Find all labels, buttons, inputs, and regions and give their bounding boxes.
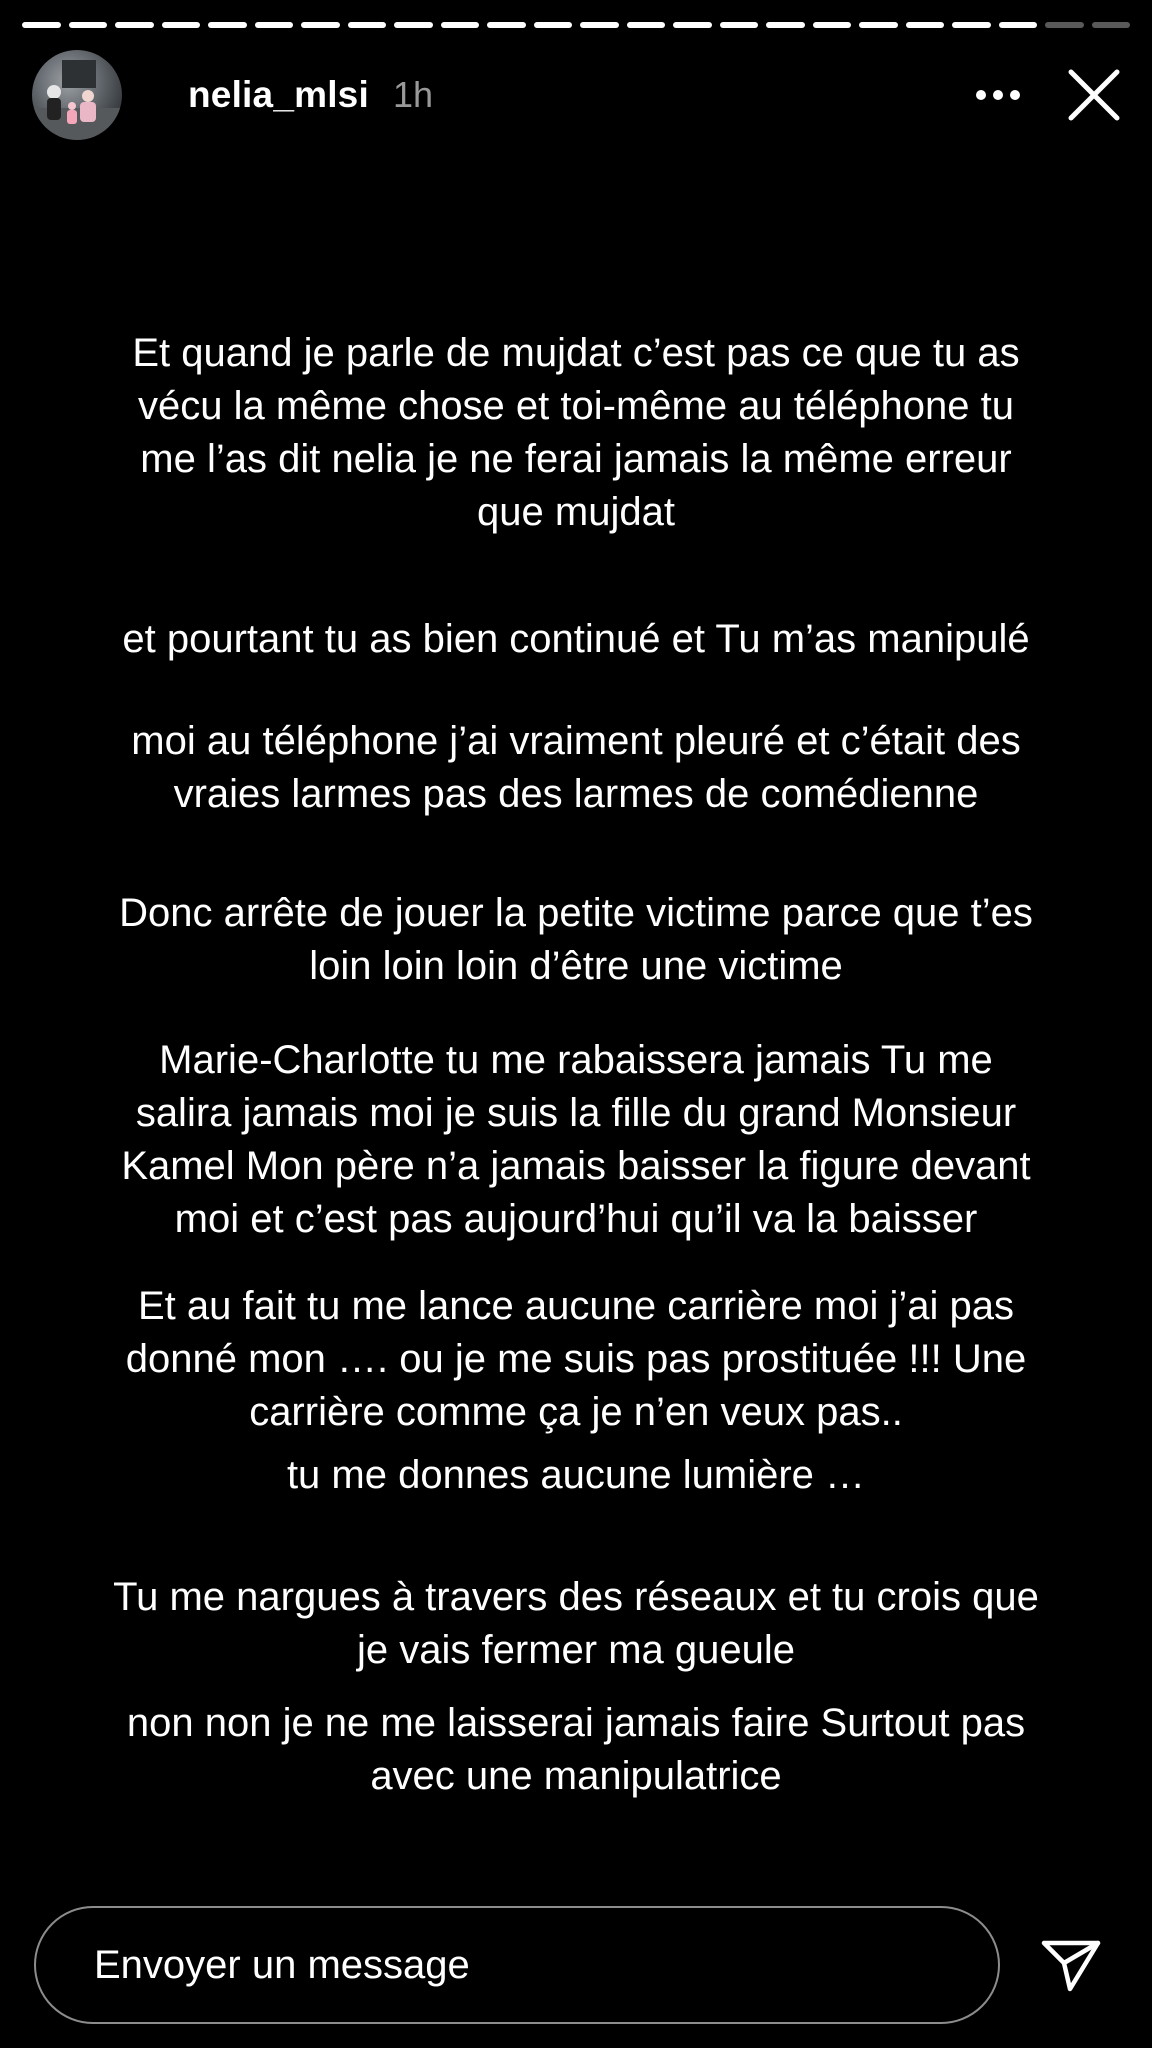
story-progress-segment bbox=[22, 22, 61, 28]
story-progress-segment bbox=[441, 22, 480, 28]
story-paragraph: Donc arrête de jouer la petite victime parce que t’es loin loin loin d’être une victime bbox=[119, 891, 1033, 988]
story-progress-segment bbox=[69, 22, 108, 28]
story-paragraph: tu me donnes aucune lumière … bbox=[286, 1453, 866, 1497]
story-progress-segment bbox=[534, 22, 573, 28]
ellipsis-icon bbox=[975, 89, 1021, 101]
story-progress-segment bbox=[487, 22, 526, 28]
story-paragraph: moi au téléphone j’ai vraiment pleuré et c’était des vraies larmes pas des larmes de comédienne bbox=[131, 719, 1021, 816]
story-progress-segment bbox=[720, 22, 759, 28]
story-progress-segment bbox=[813, 22, 852, 28]
story-progress-segment bbox=[952, 22, 991, 28]
username[interactable]: nelia_mlsi bbox=[188, 74, 369, 115]
story-paragraph: Et au fait tu me lance aucune carrière moi j’ai pas donné mon …. ou je me suis pas prostituée !!! Une carrière comme ça je n’en veux pas.. bbox=[125, 1284, 1027, 1434]
story-paragraph: Et quand je parle de mujdat c’est pas ce que tu as vécu la même chose et toi-même au téléphone tu me l’as dit nelia je ne ferai jamais la même erreur que mujdat bbox=[132, 331, 1020, 534]
story-progress-segment bbox=[1045, 22, 1084, 28]
story-paragraph: et pourtant tu as bien continué et Tu m’as manipulé bbox=[122, 617, 1030, 661]
message-input[interactable]: Envoyer un message bbox=[34, 1906, 1000, 2024]
story-progress-segment bbox=[162, 22, 201, 28]
story-progress-segment bbox=[301, 22, 340, 28]
story-header bbox=[32, 50, 1124, 140]
send-button[interactable] bbox=[1036, 1930, 1106, 2000]
story-progress-segment bbox=[208, 22, 247, 28]
story-paragraph: Marie-Charlotte tu me rabaissera jamais Tu me salira jamais moi je suis la fille du grand Monsieur Kamel Mon père n’a jamais baisser la figure devant moi et c’est pas aujourd’hui qu’il va la baisser bbox=[121, 1038, 1031, 1241]
story-progress-segment bbox=[999, 22, 1038, 28]
paper-plane-icon bbox=[1040, 1937, 1102, 1993]
story-progress-segment bbox=[859, 22, 898, 28]
story-progress-bar bbox=[22, 22, 1130, 28]
story-progress-segment bbox=[115, 22, 154, 28]
story-text bbox=[30, 327, 1122, 1803]
story-progress-segment bbox=[1092, 22, 1131, 28]
story-progress-segment bbox=[580, 22, 619, 28]
story-progress-segment bbox=[348, 22, 387, 28]
more-options-button[interactable] bbox=[968, 65, 1028, 125]
avatar[interactable] bbox=[32, 50, 122, 140]
close-icon bbox=[1067, 68, 1121, 122]
story-progress-segment bbox=[255, 22, 294, 28]
story-paragraph: Tu me nargues à travers des réseaux et tu crois que je vais fermer ma gueule bbox=[113, 1575, 1039, 1672]
story-progress-segment bbox=[673, 22, 712, 28]
close-button[interactable] bbox=[1064, 65, 1124, 125]
story-paragraph: non non je ne me laisserai jamais faire Surtout pas avec une manipulatrice bbox=[126, 1701, 1026, 1798]
story-footer bbox=[34, 1906, 1152, 2024]
story-progress-segment bbox=[906, 22, 945, 28]
story-progress-segment bbox=[766, 22, 805, 28]
story-progress-segment bbox=[394, 22, 433, 28]
post-timestamp: 1h bbox=[392, 74, 433, 115]
story-progress-segment bbox=[627, 22, 666, 28]
